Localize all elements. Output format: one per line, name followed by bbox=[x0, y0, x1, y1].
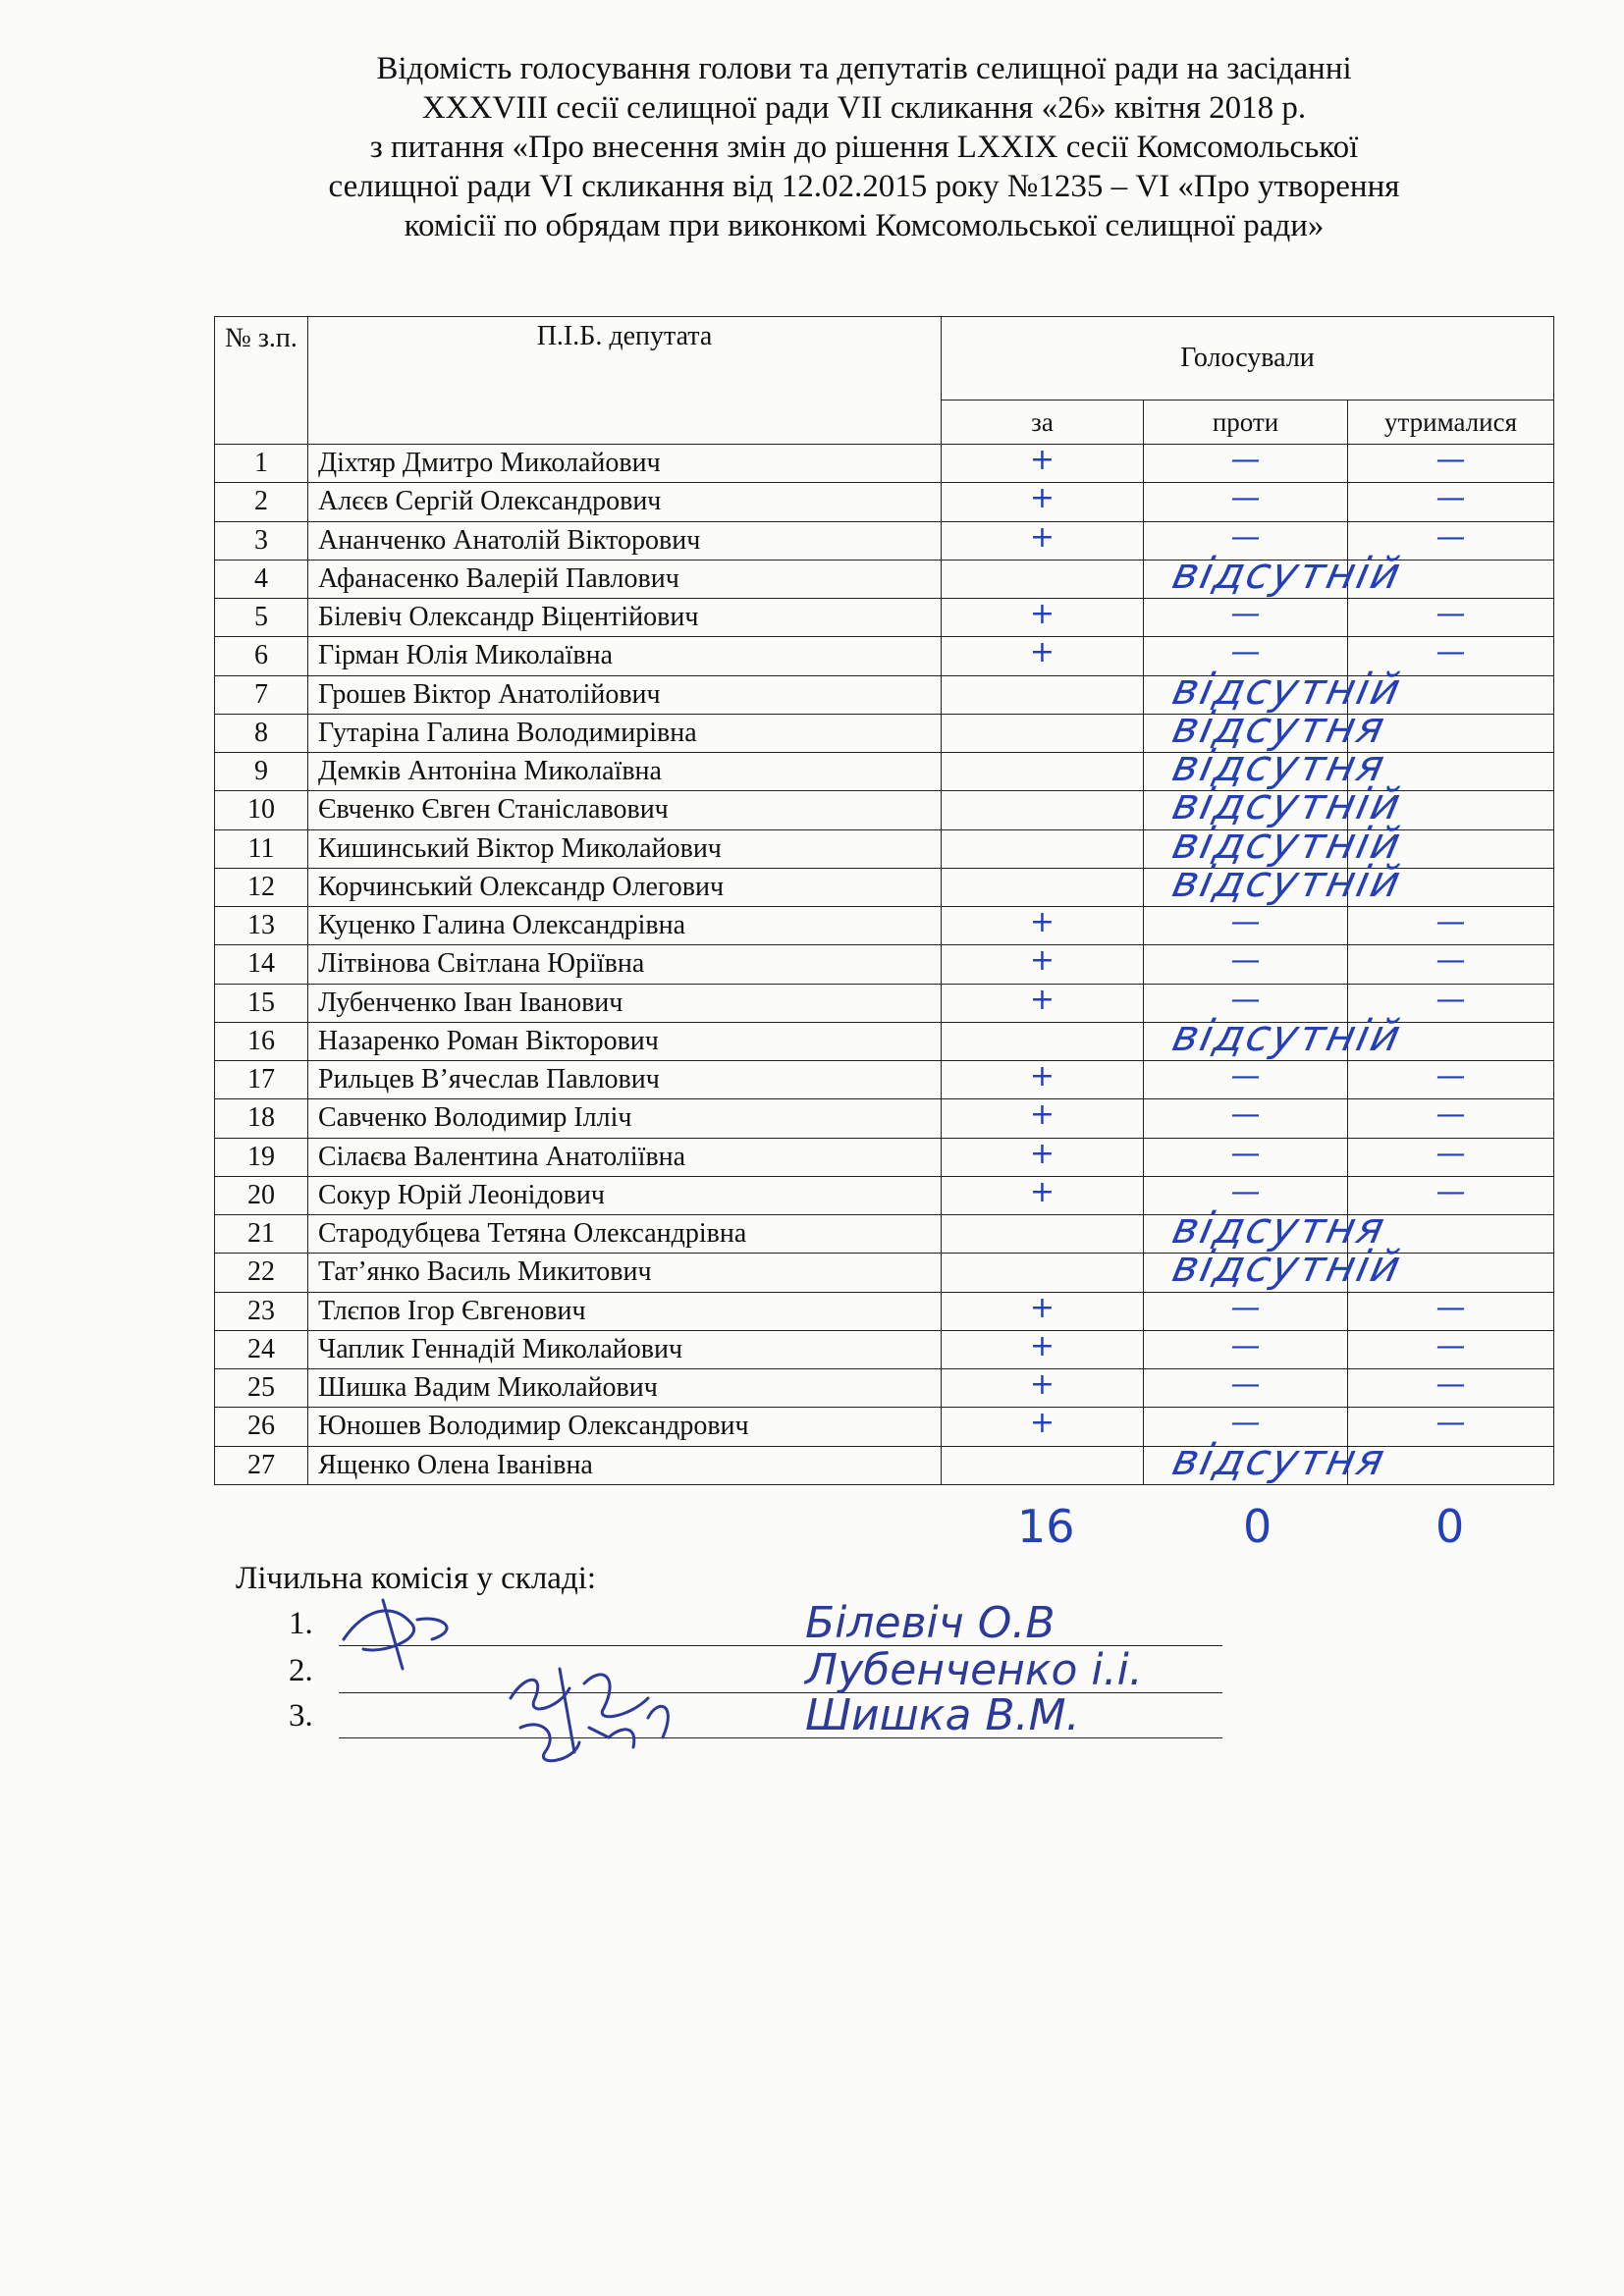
table-row bbox=[215, 1330, 1554, 1368]
row-number: 5 bbox=[215, 599, 308, 637]
vote-for-cell bbox=[942, 1292, 1144, 1330]
row-number: 24 bbox=[215, 1330, 308, 1368]
vote-abstained-cell bbox=[1348, 945, 1554, 984]
vote-against-cell bbox=[1144, 779, 1407, 830]
vote-abstained-cell bbox=[1348, 599, 1554, 637]
row-number: 20 bbox=[215, 1176, 308, 1214]
vote-abstained-mark: — bbox=[1435, 481, 1466, 516]
row-number: 2 bbox=[215, 483, 308, 521]
vote-for-mark: + bbox=[1029, 1367, 1056, 1402]
vote-for-cell bbox=[942, 714, 1144, 752]
vote-for-mark: + bbox=[1029, 481, 1056, 516]
vote-abstained-cell bbox=[1348, 753, 1554, 791]
vote-abstained-cell bbox=[1348, 1061, 1554, 1099]
vote-for-cell bbox=[942, 1408, 1144, 1446]
vote-against-cell bbox=[1144, 599, 1348, 637]
deputy-name: Сокур Юрій Леонідович bbox=[308, 1176, 942, 1214]
vote-abstained-cell bbox=[1348, 1138, 1554, 1176]
vote-for-cell bbox=[942, 483, 1144, 521]
vote-for-mark: + bbox=[1029, 635, 1056, 670]
absent-note: відсутня bbox=[1167, 702, 1391, 753]
vote-abstained-mark: — bbox=[1435, 1290, 1466, 1325]
row-number: 27 bbox=[215, 1446, 308, 1484]
table-row bbox=[215, 714, 1554, 752]
title-line-1: Відомість голосування голови та депутатів селищної ради на засіданні bbox=[376, 51, 1352, 86]
vote-against-mark: — bbox=[1230, 1328, 1261, 1363]
vote-abstained-mark: — bbox=[1435, 982, 1466, 1017]
deputy-name: Тлєпов Ігор Євгенович bbox=[308, 1292, 942, 1330]
vote-abstained-cell bbox=[1348, 868, 1554, 906]
vote-for-cell bbox=[942, 637, 1144, 675]
vote-against-cell bbox=[1144, 1010, 1407, 1061]
table-row bbox=[215, 521, 1554, 560]
vote-against-cell bbox=[1144, 856, 1407, 907]
deputy-name: Євченко Євген Станіславович bbox=[308, 791, 942, 829]
deputy-name: Тат’янко Василь Микитович bbox=[308, 1254, 942, 1292]
deputy-name: Шишка Вадим Миколайович bbox=[308, 1369, 942, 1408]
deputy-name: Юношев Володимир Олександрович bbox=[308, 1408, 942, 1446]
header-against: проти bbox=[1144, 400, 1348, 445]
row-number: 11 bbox=[215, 829, 308, 868]
vote-for-cell bbox=[942, 599, 1144, 637]
vote-against-cell bbox=[1144, 945, 1348, 984]
table-row bbox=[215, 945, 1554, 984]
vote-for-cell bbox=[942, 1369, 1144, 1408]
vote-abstained-cell bbox=[1348, 675, 1554, 714]
vote-for-cell bbox=[942, 1061, 1144, 1099]
deputy-name: Кишинський Віктор Миколайович bbox=[308, 829, 942, 868]
vote-against-cell bbox=[1144, 702, 1391, 753]
vote-for-cell bbox=[942, 829, 1144, 868]
vote-abstained-cell bbox=[1348, 560, 1554, 598]
vote-for-mark: + bbox=[1029, 1059, 1056, 1094]
total-against: 0 bbox=[1243, 1500, 1272, 1553]
row-number: 23 bbox=[215, 1292, 308, 1330]
vote-for-cell bbox=[942, 1330, 1144, 1368]
vote-abstained-cell bbox=[1348, 1446, 1554, 1484]
vote-for-mark: + bbox=[1029, 1136, 1056, 1171]
table-row bbox=[215, 1099, 1554, 1138]
vote-abstained-cell bbox=[1348, 637, 1554, 675]
absent-note: відсутня bbox=[1167, 741, 1391, 791]
signature-3-scrawl bbox=[520, 1706, 668, 1760]
member-1-name: Білевіч О.В bbox=[805, 1598, 1056, 1648]
title-line-3: з питання «Про внесення змін до рішення LXXIX сесії Комсомольської bbox=[369, 130, 1359, 165]
deputy-name: Рильцев В’ячеслав Павлович bbox=[308, 1061, 942, 1099]
vote-abstained-cell bbox=[1348, 1099, 1554, 1138]
header-for: за bbox=[942, 400, 1144, 445]
row-number: 19 bbox=[215, 1138, 308, 1176]
vote-against-mark: — bbox=[1230, 443, 1261, 477]
row-number: 13 bbox=[215, 907, 308, 945]
deputy-name: Літвінова Світлана Юріївна bbox=[308, 945, 942, 984]
vote-for-cell bbox=[942, 984, 1144, 1022]
total-for: 16 bbox=[1017, 1500, 1075, 1553]
table-row bbox=[215, 907, 1554, 945]
header-abstained: утрималися bbox=[1348, 400, 1554, 445]
row-number: 15 bbox=[215, 984, 308, 1022]
vote-for-cell bbox=[942, 1138, 1144, 1176]
vote-abstained-mark: — bbox=[1435, 1367, 1466, 1402]
vote-against-cell bbox=[1144, 1138, 1348, 1176]
member-3-name: Шишка В.М. bbox=[805, 1690, 1080, 1740]
deputy-name: Куценко Галина Олександрівна bbox=[308, 907, 942, 945]
vote-abstained-cell bbox=[1348, 445, 1554, 483]
row-number: 9 bbox=[215, 753, 308, 791]
vote-against-cell bbox=[1144, 521, 1348, 560]
vote-for-cell bbox=[942, 791, 1144, 829]
row-number: 3 bbox=[215, 521, 308, 560]
table-row bbox=[215, 868, 1554, 906]
deputy-name: Лубенченко Іван Іванович bbox=[308, 984, 942, 1022]
vote-against-cell bbox=[1144, 1369, 1348, 1408]
table-row bbox=[215, 1446, 1554, 1484]
vote-abstained-cell bbox=[1348, 1254, 1554, 1292]
vote-for-mark: + bbox=[1029, 443, 1056, 477]
row-number: 18 bbox=[215, 1099, 308, 1138]
row-number: 8 bbox=[215, 714, 308, 752]
total-abstained: 0 bbox=[1435, 1500, 1465, 1553]
table-row bbox=[215, 675, 1554, 714]
row-number: 7 bbox=[215, 675, 308, 714]
vote-against-cell bbox=[1144, 637, 1348, 675]
vote-for-cell bbox=[942, 1022, 1144, 1060]
vote-for-cell bbox=[942, 1446, 1144, 1484]
vote-abstained-cell bbox=[1348, 829, 1554, 868]
absent-note: відсутня bbox=[1167, 1434, 1391, 1485]
vote-for-mark: + bbox=[1029, 519, 1056, 555]
vote-against-cell bbox=[1144, 548, 1407, 599]
vote-for-mark: + bbox=[1029, 1290, 1056, 1325]
vote-against-cell bbox=[1144, 1176, 1348, 1214]
vote-abstained-mark: — bbox=[1435, 519, 1466, 555]
signature-scrawls bbox=[324, 1580, 756, 1777]
vote-against-mark: — bbox=[1230, 982, 1261, 1017]
title-line-5: комісії по обрядам при виконкомі Комсомольської селищної ради» bbox=[404, 208, 1325, 243]
vote-abstained-mark: — bbox=[1435, 1136, 1466, 1171]
vote-abstained-cell bbox=[1348, 907, 1554, 945]
table-row bbox=[215, 1292, 1554, 1330]
member-1-number: 1. bbox=[289, 1606, 313, 1641]
row-number: 1 bbox=[215, 445, 308, 483]
document-title bbox=[226, 49, 1502, 245]
table-row bbox=[215, 1176, 1554, 1214]
vote-against-mark: — bbox=[1230, 597, 1261, 631]
vote-against-cell bbox=[1144, 1061, 1348, 1099]
absent-note: відсутній bbox=[1167, 818, 1407, 869]
member-2-number: 2. bbox=[289, 1653, 313, 1688]
vote-for-cell bbox=[942, 1254, 1144, 1292]
vote-against-mark: — bbox=[1230, 1290, 1261, 1325]
row-number: 16 bbox=[215, 1022, 308, 1060]
vote-abstained-mark: — bbox=[1435, 905, 1466, 939]
vote-abstained-cell bbox=[1348, 984, 1554, 1022]
signature-2-scrawl bbox=[511, 1669, 648, 1752]
vote-for-cell bbox=[942, 868, 1144, 906]
voting-table bbox=[214, 316, 1554, 1485]
deputy-name: Ященко Олена Іванівна bbox=[308, 1446, 942, 1484]
title-line-2: XXXVIII сесії селищної ради VII скликання «26» квітня 2018 р. bbox=[421, 90, 1307, 126]
deputy-name: Алєєв Сергій Олександрович bbox=[308, 483, 942, 521]
member-3-number: 3. bbox=[289, 1698, 313, 1734]
table-row bbox=[215, 829, 1554, 868]
vote-for-cell bbox=[942, 1215, 1144, 1254]
vote-for-cell bbox=[942, 907, 1144, 945]
vote-against-cell bbox=[1144, 984, 1348, 1022]
vote-abstained-cell bbox=[1348, 1369, 1554, 1408]
table-row bbox=[215, 1369, 1554, 1408]
row-number: 10 bbox=[215, 791, 308, 829]
vote-against-cell bbox=[1144, 664, 1407, 715]
vote-against-cell bbox=[1144, 445, 1348, 483]
deputy-name: Сілаєва Валентина Анатоліївна bbox=[308, 1138, 942, 1176]
table-row bbox=[215, 753, 1554, 791]
vote-against-cell bbox=[1144, 1203, 1391, 1254]
vote-for-mark: + bbox=[1029, 905, 1056, 939]
vote-abstained-mark: — bbox=[1435, 635, 1466, 670]
deputy-name: Корчинський Олександр Олегович bbox=[308, 868, 942, 906]
vote-abstained-cell bbox=[1348, 1215, 1554, 1254]
vote-abstained-cell bbox=[1348, 791, 1554, 829]
row-number: 12 bbox=[215, 868, 308, 906]
vote-for-cell bbox=[942, 521, 1144, 560]
row-number: 6 bbox=[215, 637, 308, 675]
row-number: 14 bbox=[215, 945, 308, 984]
vote-abstained-cell bbox=[1348, 714, 1554, 752]
header-name: П.І.Б. депутата bbox=[308, 317, 942, 445]
row-number: 22 bbox=[215, 1254, 308, 1292]
deputy-name: Савченко Володимир Ілліч bbox=[308, 1099, 942, 1138]
deputy-name: Діхтяр Дмитро Миколайович bbox=[308, 445, 942, 483]
vote-for-cell bbox=[942, 753, 1144, 791]
header-voted: Голосували bbox=[942, 317, 1554, 400]
deputy-name: Демків Антоніна Миколаївна bbox=[308, 753, 942, 791]
deputy-name: Ананченко Анатолій Вікторович bbox=[308, 521, 942, 560]
vote-for-mark: + bbox=[1029, 982, 1056, 1017]
deputy-name: Гірман Юлія Миколаївна bbox=[308, 637, 942, 675]
vote-against-mark: — bbox=[1230, 1174, 1261, 1209]
vote-against-cell bbox=[1144, 1242, 1407, 1293]
vote-for-cell bbox=[942, 945, 1144, 984]
vote-for-mark: + bbox=[1029, 1406, 1056, 1441]
vote-against-mark: — bbox=[1230, 1097, 1261, 1133]
deputy-name: Грошев Віктор Анатолійович bbox=[308, 675, 942, 714]
table-row bbox=[215, 1408, 1554, 1446]
vote-abstained-mark: — bbox=[1435, 943, 1466, 979]
vote-abstained-mark: — bbox=[1435, 1059, 1466, 1094]
vote-against-mark: — bbox=[1230, 1367, 1261, 1402]
header-number: № з.п. bbox=[215, 317, 308, 445]
vote-abstained-mark: — bbox=[1435, 597, 1466, 631]
vote-abstained-cell bbox=[1348, 521, 1554, 560]
absent-note: відсутній bbox=[1167, 664, 1407, 715]
signature-1-scrawl bbox=[344, 1600, 447, 1669]
deputy-name: Назаренко Роман Вікторович bbox=[308, 1022, 942, 1060]
deputy-name: Афанасенко Валерій Павлович bbox=[308, 560, 942, 598]
vote-for-cell bbox=[942, 560, 1144, 598]
vote-for-cell bbox=[942, 1099, 1144, 1138]
absent-note: відсутній bbox=[1167, 1010, 1407, 1061]
member-2-name: Лубенченко і.і. bbox=[805, 1645, 1143, 1695]
vote-for-mark: + bbox=[1029, 1097, 1056, 1133]
deputy-name: Чаплик Геннадій Миколайович bbox=[308, 1330, 942, 1368]
absent-note: відсутня bbox=[1167, 1203, 1391, 1254]
vote-abstained-mark: — bbox=[1435, 1406, 1466, 1441]
table-row bbox=[215, 1061, 1554, 1099]
table-row bbox=[215, 1022, 1554, 1060]
commission-label: Лічильна комісія у складі: bbox=[236, 1561, 597, 1596]
row-number: 26 bbox=[215, 1408, 308, 1446]
vote-against-cell bbox=[1144, 1434, 1391, 1485]
table-row bbox=[215, 560, 1554, 598]
row-number: 4 bbox=[215, 560, 308, 598]
table-row bbox=[215, 791, 1554, 829]
vote-against-cell bbox=[1144, 907, 1348, 945]
vote-abstained-mark: — bbox=[1435, 443, 1466, 477]
vote-abstained-mark: — bbox=[1435, 1097, 1466, 1133]
vote-abstained-cell bbox=[1348, 1176, 1554, 1214]
vote-for-mark: + bbox=[1029, 1174, 1056, 1209]
table-row bbox=[215, 984, 1554, 1022]
vote-against-mark: — bbox=[1230, 1136, 1261, 1171]
vote-against-mark: — bbox=[1230, 635, 1261, 670]
deputy-name: Білевіч Олександр Віцентійович bbox=[308, 599, 942, 637]
vote-against-mark: — bbox=[1230, 1059, 1261, 1094]
table-row bbox=[215, 483, 1554, 521]
absent-note: відсутній bbox=[1167, 856, 1407, 907]
vote-against-mark: — bbox=[1230, 481, 1261, 516]
vote-abstained-cell bbox=[1348, 1408, 1554, 1446]
vote-for-mark: + bbox=[1029, 597, 1056, 631]
vote-abstained-cell bbox=[1348, 483, 1554, 521]
title-line-4: селищної ради VI скликання від 12.02.2015 року №1235 – VI «Про утворення bbox=[328, 169, 1400, 204]
table-row bbox=[215, 1215, 1554, 1254]
deputy-name: Стародубцева Тетяна Олександрівна bbox=[308, 1215, 942, 1254]
absent-note: відсутній bbox=[1167, 548, 1407, 599]
row-number: 25 bbox=[215, 1369, 308, 1408]
vote-against-cell bbox=[1144, 1292, 1348, 1330]
vote-abstained-cell bbox=[1348, 1292, 1554, 1330]
vote-abstained-mark: — bbox=[1435, 1328, 1466, 1363]
vote-for-cell bbox=[942, 675, 1144, 714]
vote-against-cell bbox=[1144, 1099, 1348, 1138]
absent-note: відсутній bbox=[1167, 1242, 1407, 1293]
vote-against-mark: — bbox=[1230, 943, 1261, 979]
vote-against-mark: — bbox=[1230, 519, 1261, 555]
vote-abstained-mark: — bbox=[1435, 1174, 1466, 1209]
vote-for-mark: + bbox=[1029, 943, 1056, 979]
deputy-name: Гутаріна Галина Володимирівна bbox=[308, 714, 942, 752]
table-row bbox=[215, 1254, 1554, 1292]
absent-note: відсутній bbox=[1167, 779, 1407, 830]
vote-for-mark: + bbox=[1029, 1328, 1056, 1363]
vote-abstained-cell bbox=[1348, 1330, 1554, 1368]
table-row bbox=[215, 1138, 1554, 1176]
vote-against-cell bbox=[1144, 1330, 1348, 1368]
vote-for-cell bbox=[942, 1176, 1144, 1214]
row-number: 21 bbox=[215, 1215, 308, 1254]
vote-against-cell bbox=[1144, 741, 1391, 791]
table-row bbox=[215, 637, 1554, 675]
vote-abstained-cell bbox=[1348, 1022, 1554, 1060]
vote-against-mark: — bbox=[1230, 905, 1261, 939]
table-row bbox=[215, 599, 1554, 637]
vote-against-cell bbox=[1144, 1408, 1348, 1446]
table-row bbox=[215, 445, 1554, 483]
vote-against-cell bbox=[1144, 483, 1348, 521]
row-number: 17 bbox=[215, 1061, 308, 1099]
vote-for-cell bbox=[942, 445, 1144, 483]
vote-against-cell bbox=[1144, 818, 1407, 869]
vote-against-mark: — bbox=[1230, 1406, 1261, 1441]
